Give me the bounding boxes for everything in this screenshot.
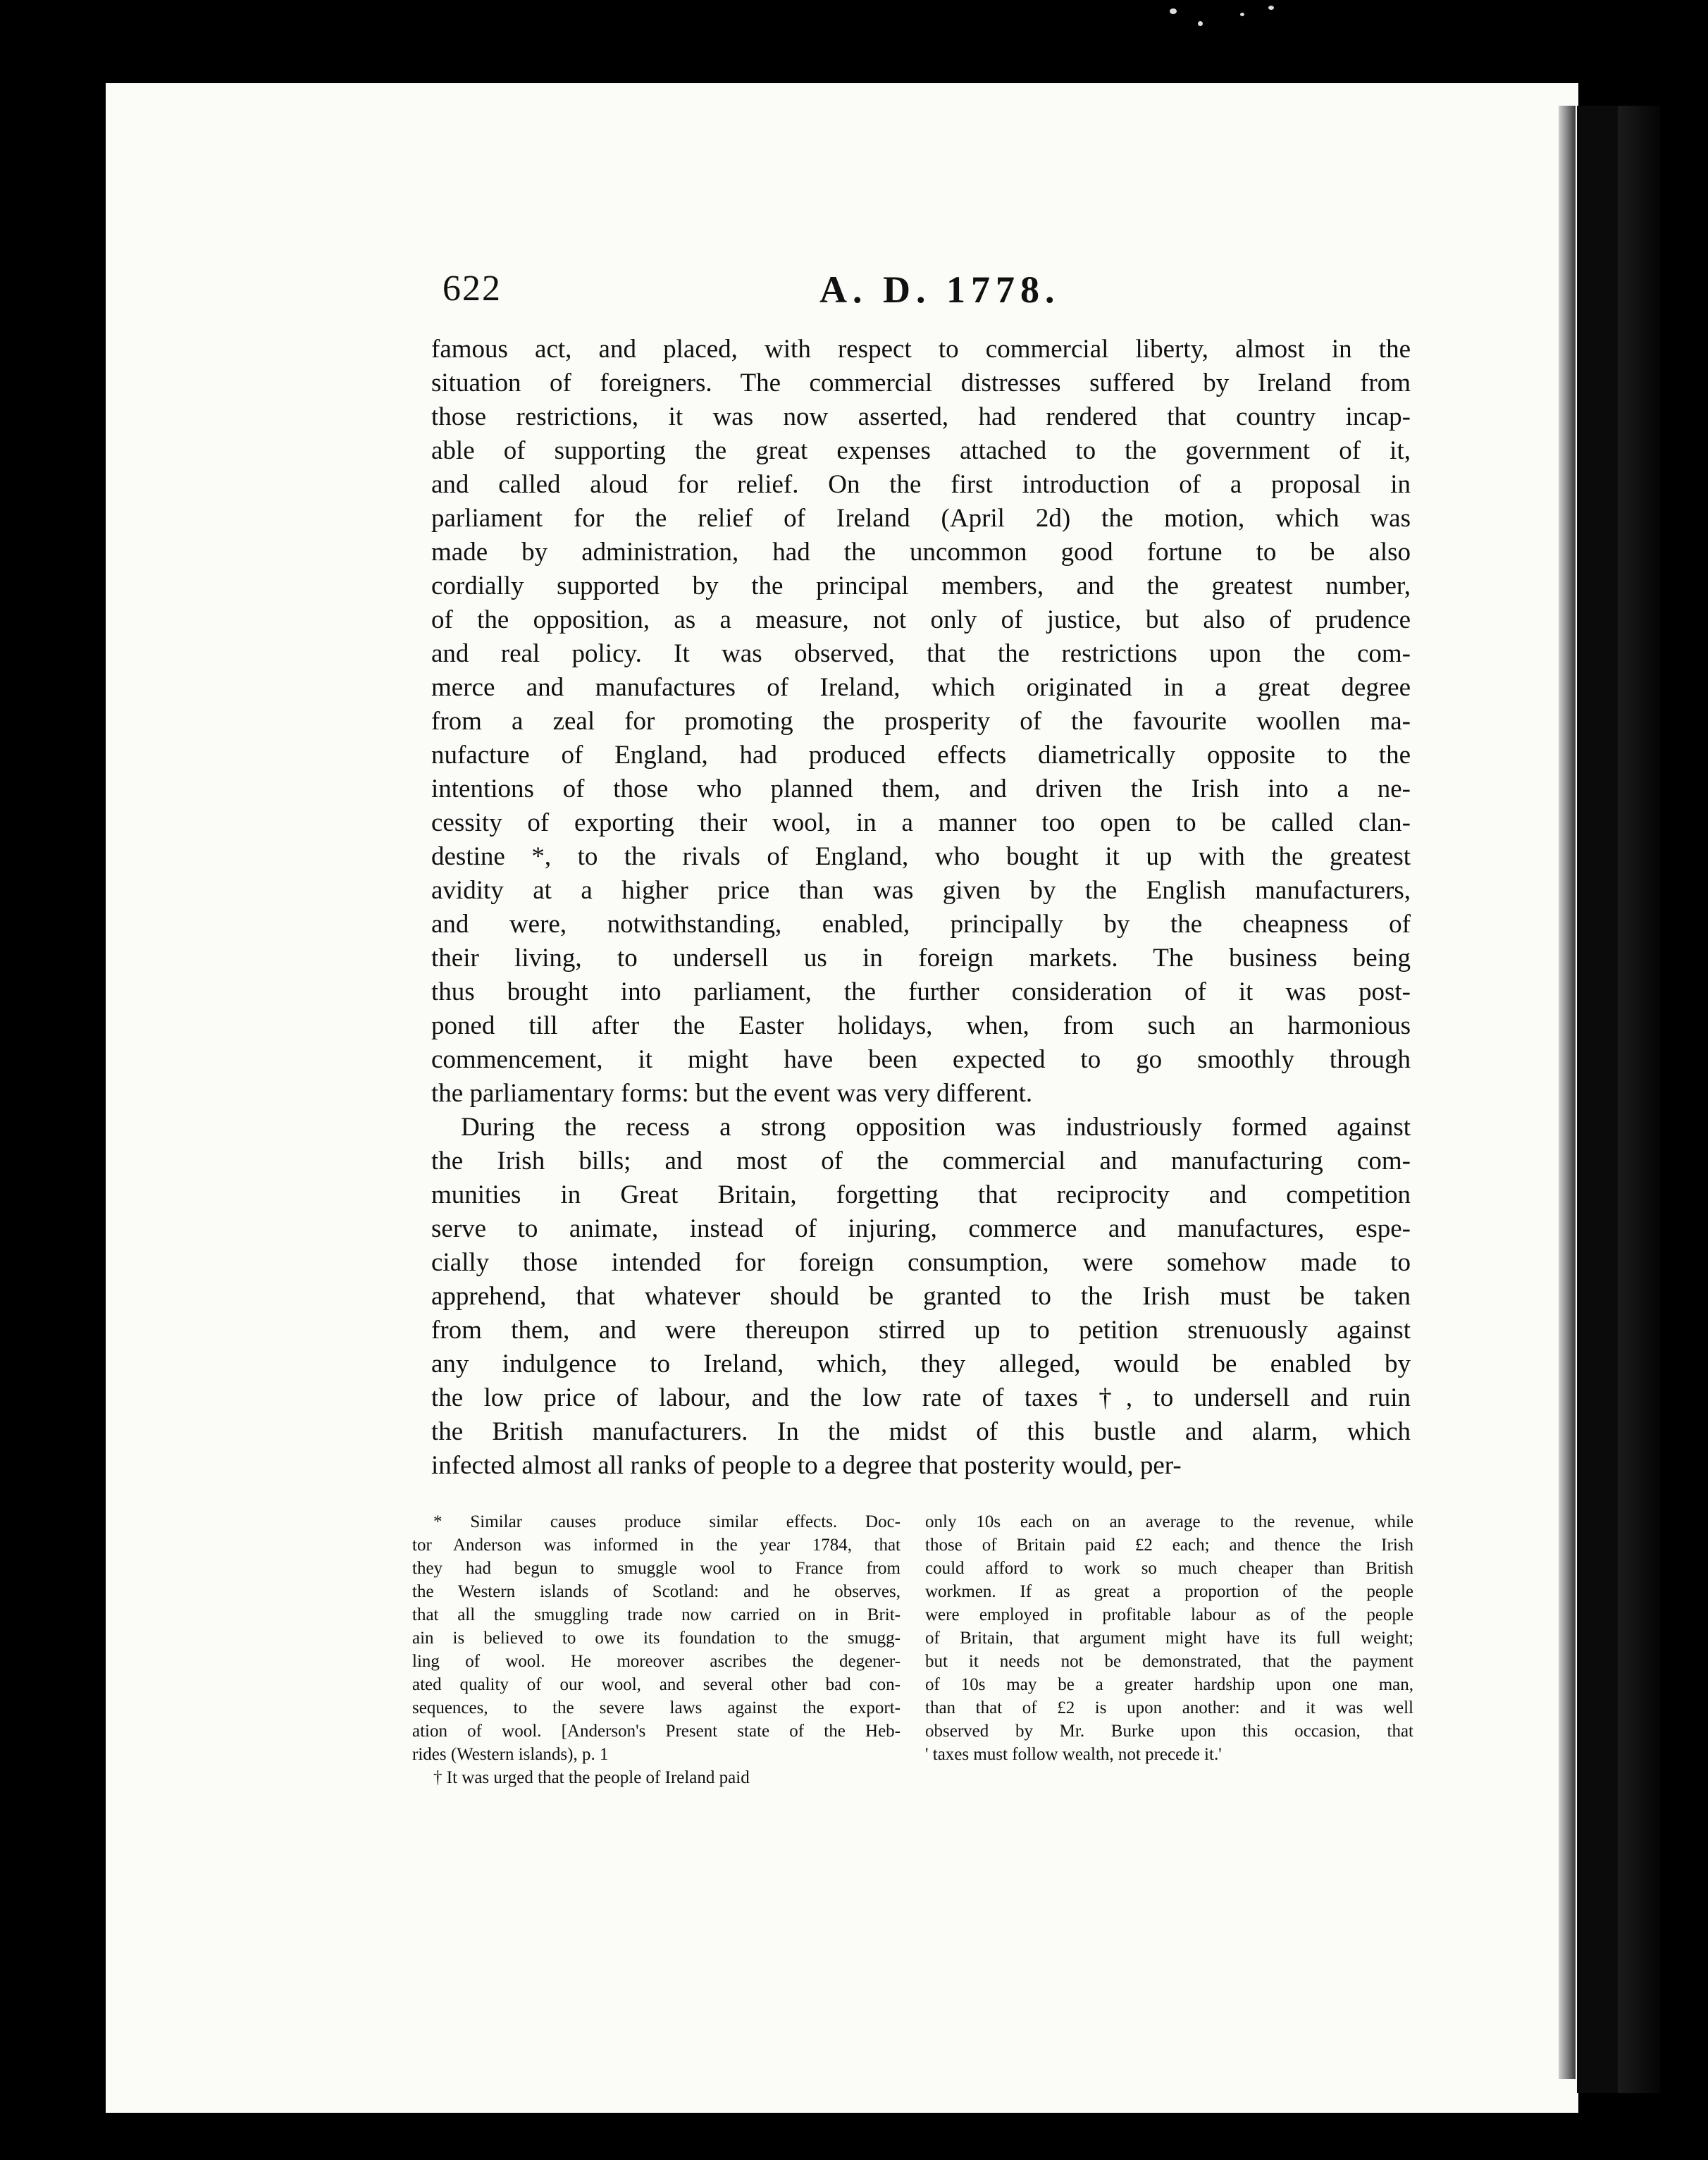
body-line: their living, to undersell us in foreign markets. The business being [431,944,1411,973]
footnote-line: only 10s each on an average to the revenue, while [925,1512,1413,1531]
footnote-line: † It was urged that the people of Ireland paid [433,1768,750,1787]
footnote-line: ' taxes must follow wealth, not precede it.' [925,1745,1222,1764]
page-number: 622 [443,269,502,309]
body-line: made by administration, had the uncommon good fortune to be also [431,538,1411,567]
body-line: the parliamentary forms: but the event was very different. [431,1079,1033,1108]
footnote-line: that all the smuggling trade now carried on in Brit- [412,1605,901,1624]
body-line: cially those intended for foreign consumption, were somehow made to [431,1248,1411,1277]
footnote-line: of 10s may be a greater hardship upon one man, [925,1675,1413,1694]
body-line: destine *, to the rivals of England, who bought it up with the greatest [431,842,1411,871]
footnote-line: sequences, to the severe laws against the export- [412,1698,901,1717]
body-line: intentions of those who planned them, and driven the Irish into a ne- [431,774,1411,803]
body-line: nufacture of England, had produced effects diametrically opposite to the [431,741,1411,770]
body-line: thus brought into parliament, the further consideration of it was post- [431,977,1411,1006]
body-line: and called aloud for relief. On the first introduction of a proposal in [431,470,1411,499]
body-line: the British manufacturers. In the midst of this bustle and alarm, which [431,1417,1411,1446]
footnote-line: than that of £2 is upon another: and it was well [925,1698,1413,1717]
body-line: the Irish bills; and most of the commercial and manufacturing com- [431,1147,1411,1175]
footnote-line: could afford to work so much cheaper than British [925,1559,1413,1578]
footnote-line: but it needs not be demonstrated, that the payment [925,1652,1413,1671]
page-shadow [1559,106,1576,2079]
footnote-line: ation of wool. [Anderson's Present state of the Heb- [412,1722,901,1741]
footnote-column-right [925,1510,1413,1766]
body-line: famous act, and placed, with respect to commercial liberty, almost in the [431,335,1411,364]
body-line: merce and manufactures of Ireland, which originated in a great degree [431,673,1411,702]
book-spine-edge [1618,106,1660,2093]
footnote-line: those of Britain paid £2 each; and thence the Irish [925,1536,1413,1555]
body-line: commencement, it might have been expected to go smoothly through [431,1045,1411,1074]
footnote-line: * Similar causes produce similar effects. Doc- [433,1512,901,1531]
body-line: poned till after the Easter holidays, when, from such an harmonious [431,1011,1411,1040]
body-line: munities in Great Britain, forgetting that reciprocity and competition [431,1180,1411,1209]
body-line: of the opposition, as a measure, not only of justice, but also of prudence [431,605,1411,634]
body-line: able of supporting the great expenses attached to the government of it, [431,436,1411,465]
body-line: cessity of exporting their wool, in a manner too open to be called clan- [431,808,1411,837]
body-line: from a zeal for promoting the prosperity of the favourite woollen ma- [431,707,1411,736]
footnote-line: ain is believed to owe its foundation to the smugg- [412,1629,901,1648]
body-line: any indulgence to Ireland, which, they alleged, would be enabled by [431,1350,1411,1378]
book-spine [1577,106,1618,2093]
footnote-line: ling of wool. He moreover ascribes the degener- [412,1652,901,1671]
body-line: avidity at a higher price than was given by the English manufacturers, [431,876,1411,905]
body-line: the low price of labour, and the low rate of taxes †, to undersell and ruin [431,1383,1411,1412]
footnote-column-left [412,1510,901,1789]
body-line: parliament for the relief of Ireland (April 2d) the motion, which was [431,504,1411,533]
body-line: from them, and were thereupon stirred up to petition strenuously against [431,1316,1411,1345]
footnote-line: rides (Western islands), p. 1 [412,1745,609,1764]
scan-speck [1268,6,1274,10]
body-line: apprehend, that whatever should be granted to the Irish must be taken [431,1282,1411,1311]
body-line: situation of foreigners. The commercial distresses suffered by Ireland from [431,369,1411,397]
footnote-line: were employed in profitable labour as of the people [925,1605,1413,1624]
body-line: and real policy. It was observed, that the restrictions upon the com- [431,639,1411,668]
body-line: serve to animate, instead of injuring, commerce and manufactures, espe- [431,1214,1411,1243]
scan-speck [1198,21,1203,26]
body-line: and were, notwithstanding, enabled, principally by the cheapness of [431,910,1411,939]
footnote-line: of Britain, that argument might have its full weight; [925,1629,1413,1648]
page-header [443,268,1429,317]
body-line: those restrictions, it was now asserted, had rendered that country incap- [431,402,1411,431]
footnote-line: workmen. If as great a proportion of the people [925,1582,1413,1601]
footnote-line: the Western islands of Scotland: and he observes, [412,1582,901,1601]
body-line: cordially supported by the principal members, and the greatest number, [431,572,1411,600]
running-head: A. D. 1778. [819,269,1060,311]
footnote-line: ated quality of our wool, and several other bad con- [412,1675,901,1694]
scan-speck [1170,8,1177,14]
footnote-line: they had begun to smuggle wool to France from [412,1559,901,1578]
body-line: During the recess a strong opposition was industriously formed against [461,1113,1411,1142]
footnote-line: observed by Mr. Burke upon this occasion, that [925,1722,1413,1741]
body-line: infected almost all ranks of people to a degree that posterity would, per- [431,1451,1182,1480]
body-text [431,333,1411,1483]
footnote-line: tor Anderson was informed in the year 1784, that [412,1536,901,1555]
scan-speck [1240,13,1244,16]
